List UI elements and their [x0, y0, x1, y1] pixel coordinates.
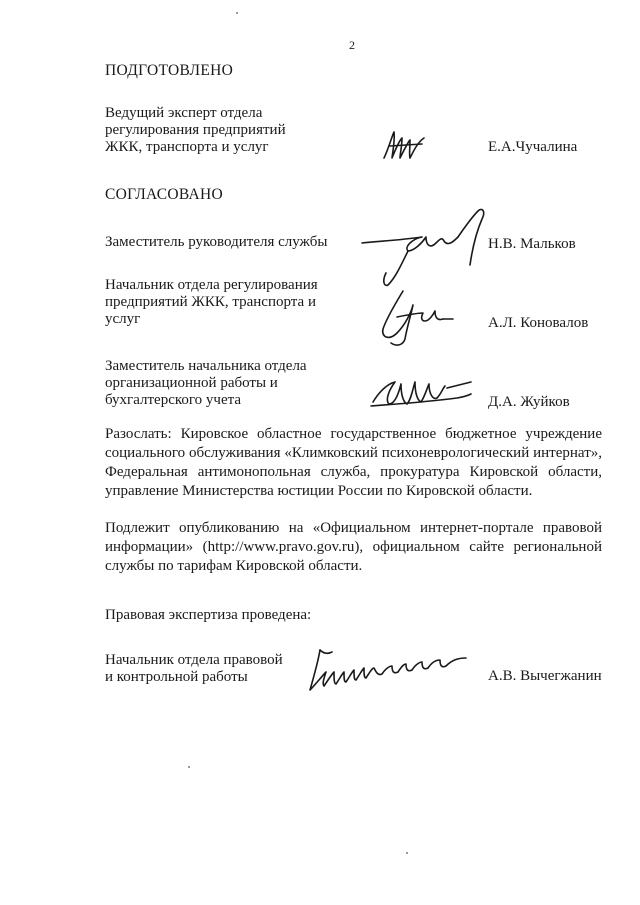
role-line: Начальник отдела регулирования	[105, 277, 318, 293]
role-line: услуг	[105, 311, 141, 327]
signature-chuchalina	[380, 128, 430, 164]
prepared-name: Е.А.Чучалина	[488, 139, 578, 155]
paragraph-line: социального обслуживания «Климковский психоневрологический интернат»,	[105, 445, 602, 461]
role-line: Заместитель руководителя службы	[105, 234, 328, 250]
legal-review-heading: Правовая экспертиза проведена:	[105, 607, 312, 623]
signer-role	[105, 277, 355, 328]
scan-speck	[188, 766, 190, 768]
role-line: Ведущий эксперт отдела	[105, 105, 263, 121]
signer-name: Д.А. Жуйков	[488, 394, 570, 410]
role-line: ЖКК, транспорта и услуг	[105, 139, 269, 155]
role-line: бухгалтерского учета	[105, 392, 242, 408]
signature-malkov	[352, 207, 492, 289]
scan-speck	[406, 852, 408, 854]
role-line: предприятий ЖКК, транспорта и	[105, 294, 316, 310]
signer-role	[105, 358, 355, 409]
paragraph-line: информации» (http://www.pravo.gov.ru), официальном сайте региональной	[105, 539, 602, 555]
signer-name: А.Л. Коновалов	[488, 315, 589, 331]
signature-konovalov	[377, 287, 457, 349]
paragraph-line: Подлежит опубликованию на «Официальном интернет-портале правовой	[105, 520, 602, 536]
prepared-role	[105, 105, 355, 156]
role-line: организационной работы и	[105, 375, 278, 391]
role-line: и контрольной работы	[105, 669, 248, 685]
signer-role	[105, 234, 355, 251]
agreed-heading: СОГЛАСОВАНО	[105, 186, 224, 203]
role-line: регулирования предприятий	[105, 122, 286, 138]
prepared-heading: ПОДГОТОВЛЕНО	[105, 62, 234, 79]
distribution-paragraph	[105, 425, 602, 501]
signer-name: Н.В. Мальков	[488, 236, 576, 252]
paragraph-line: службы по тарифам Кировской области.	[105, 558, 363, 574]
paragraph-line: управление Министерства юстиции России по Кировской области.	[105, 483, 533, 499]
signature-vychegzhanin	[306, 646, 471, 696]
legal-review-name: А.В. Вычегжанин	[488, 668, 602, 684]
paragraph-line: Федеральная антимонопольная служба, прокуратура Кировской области,	[105, 464, 602, 480]
signature-zhuykov	[367, 374, 477, 414]
scan-speck	[236, 12, 238, 14]
paragraph-line: Разослать: Кировское областное государственное бюджетное учреждение	[105, 426, 602, 442]
role-line: Заместитель начальника отдела	[105, 358, 307, 374]
page-number: 2	[349, 38, 355, 52]
publication-paragraph	[105, 519, 602, 576]
role-line: Начальник отдела правовой	[105, 652, 283, 668]
